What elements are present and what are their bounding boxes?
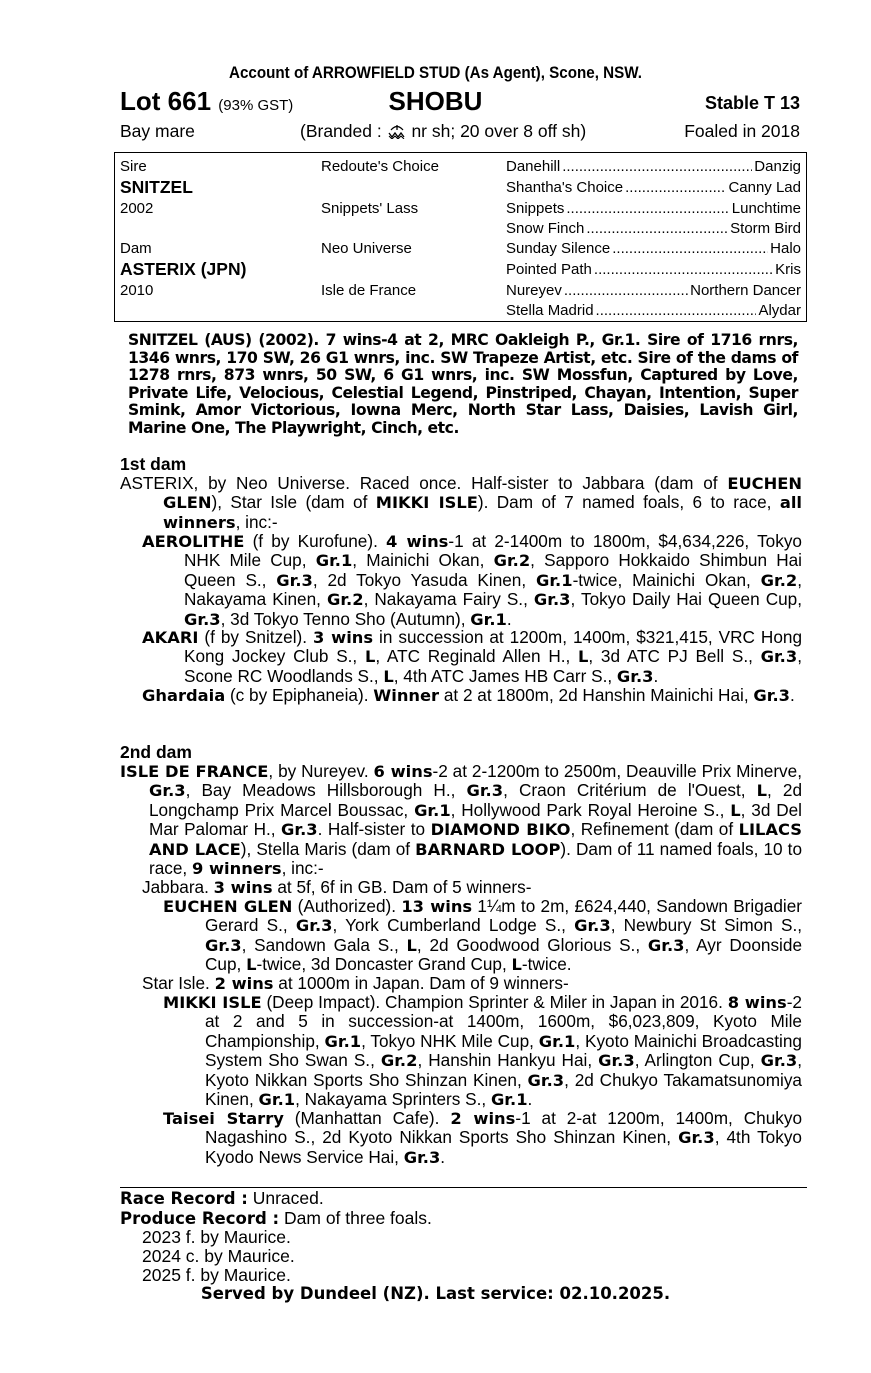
foal-entry: 2023 f. by Maurice. bbox=[142, 1227, 291, 1247]
stable-number: Stable T 13 bbox=[704, 93, 800, 113]
grandsire-4: Isle de France bbox=[321, 282, 417, 299]
ggs-row: Shantha's Choice ..... Canny Lad bbox=[506, 179, 801, 196]
first-dam-heading: 1st dam bbox=[120, 454, 187, 474]
grandsire-3: Neo Universe bbox=[321, 240, 412, 257]
horse-name: SHOBU bbox=[388, 86, 483, 116]
ggs-row: Snippets ..... Lunchtime bbox=[506, 200, 801, 217]
dam-year: 2010 bbox=[120, 282, 154, 299]
produce-taisei-starry: Taisei Starry (Manhattan Cafe). 2 wins-1 at 2-at 1200m, 1400m, Chukyo Nagashino S., 2d Kyoto Nikkan Sports Sho Shinzan Kinen, Gr.3, 4th Tokyo Kyodo News Service Hai, Gr.3. bbox=[163, 1108, 803, 1167]
pedigree-table bbox=[114, 152, 807, 322]
grandsire-1: Redoute's Choice bbox=[321, 158, 439, 175]
dam-name: ASTERIX (JPN) bbox=[120, 259, 247, 279]
produce-mikki-isle: MIKKI ISLE (Deep Impact). Champion Sprinter & Miler in Japan in 2016. 8 wins-2 at 2 and 5 in succession-at 1400m, 1600m, $6,023,809, Kyoto Mile Championship, Gr.1, Tokyo NHK Mile Cup, Gr.1, Kyoto Mainichi Broadcasting System Sho Swan S., Gr.2, Hanshin Hankyu Hai, Gr.3, Arlington Cup, Gr.3, Kyoto Nikkan Sports Sho Shinzan Kinen, Gr.3, 2d Chukyo Takamatsunomiya Kinen, Gr.1, Nakayama Sprinters S., Gr.1. bbox=[163, 992, 802, 1110]
ggs-row: Pointed Path ..... Kris bbox=[506, 261, 801, 278]
foal-entry: 2025 f. by Maurice. bbox=[142, 1265, 291, 1285]
ggs-row: Snow Finch ..... Storm Bird bbox=[506, 220, 801, 237]
ggs-row: Sunday Silence ..... Halo bbox=[506, 240, 801, 257]
lot-number: Lot 661 (93% GST) bbox=[120, 86, 294, 116]
brand-mark-icon bbox=[387, 123, 407, 139]
produce-star-isle: Star Isle. 2 wins at 1000m in Japan. Dam of 9 winners- bbox=[142, 973, 569, 993]
sire-label: Sire bbox=[120, 158, 147, 175]
sire-year: 2002 bbox=[120, 200, 154, 217]
ggs-row: Nureyev ..... Northern Dancer bbox=[506, 282, 801, 299]
race-record: Race Record : Unraced. bbox=[120, 1188, 324, 1208]
first-dam-entry: ASTERIX, by Neo Universe. Raced once. Half-sister to Jabbara (dam of EUCHEN GLEN), Star Isle (dam of MIKKI ISLE). Dam of 7 named foals, 6 to race, all winners, inc:- bbox=[120, 473, 803, 532]
second-dam-heading: 2nd dam bbox=[120, 742, 192, 762]
served-note: Served by Dundeel (NZ). Last service: 02.10.2025. bbox=[200, 1284, 671, 1303]
brand-description: (Branded : nr sh; 20 over 8 off sh) bbox=[300, 121, 587, 141]
produce-record: Produce Record : Dam of three foals. bbox=[120, 1208, 432, 1228]
produce-euchen-glen: EUCHEN GLEN (Authorized). 13 wins 1¼m to 2m, £624,440, Sandown Brigadier Gerard S., Gr.3, York Cumberland Lodge S., Gr.3, Newbury St Simon S., Gr.3, Sandown Gala S., L, 2d Goodwood Glorious S., Gr.3, Ayr Doonside Cup, L-twice, 3d Doncaster Grand Cup, L-twice. bbox=[163, 896, 803, 975]
produce-jabbara: Jabbara. 3 wins at 5f, 6f in GB. Dam of 5 winners- bbox=[142, 877, 532, 897]
gst-note: (93% GST) bbox=[218, 97, 294, 114]
dam-label: Dam bbox=[120, 240, 152, 257]
grandsire-2: Snippets' Lass bbox=[321, 200, 419, 217]
ggs-row: Stella Madrid ..... Alydar bbox=[506, 302, 801, 319]
sire-summary: SNITZEL (AUS) (2002). 7 wins-4 at 2, MRC Oakleigh P., Gr.1. Sire of 1716 rnrs, 1346 wnrs, 170 SW, 26 G1 wnrs, inc. SW Trapeze Artist, etc. Sire of the dams of 1278 rnrs, 873 wnrs, 50 SW, 6 G1 wnrs, inc. SW Mossfun, Captured by Love, Private Life, Velocious, Celestial Legend, Pinstriped, Chayan, Intention, Super Smink, Amor Victorious, Iowna Merc, North Star Lass, Daisies, Lavish Girl, Marine One, The Playwright, Cinch, etc. bbox=[128, 331, 798, 437]
vendor-account: Account of ARROWFIELD STUD (As Agent), Scone, NSW. bbox=[229, 64, 642, 82]
horse-description: Bay mare bbox=[120, 121, 195, 141]
ggs-row: Danehill ..... Danzig bbox=[506, 158, 801, 175]
foaled-year: Foaled in 2018 bbox=[684, 121, 800, 141]
produce-aerolithe: AEROLITHE (f by Kurofune). 4 wins-1 at 2-1400m to 1800m, $4,634,226, Tokyo NHK Mile Cup, Gr.1, Mainichi Okan, Gr.2, Sapporo Hokkaido Shimbun Hai Queen S., Gr.3, 2d Tokyo Yasuda Kinen, Gr.1-twice, Mainichi Okan, Gr.2, Nakayama Kinen, Gr.2, Nakayama Fairy S., Gr.3, Tokyo Daily Hai Queen Cup, Gr.3, 3d Tokyo Tenno Sho (Autumn), Gr.1. bbox=[142, 531, 803, 629]
second-dam-entry: ISLE DE FRANCE, by Nureyev. 6 wins-2 at 2-1200m to 2500m, Deauville Prix Minerve, Gr.3, Bay Meadows Hillsborough H., Gr.3, Craon Critérium de l'Ouest, L, 2d Longchamp Prix Marcel Boussac, Gr.1, Hollywood Park Royal Heroine S., L, 3d Del Mar Palomar H., Gr.3. Half-sister to DIAMOND BIKO, Refinement (dam of LILACS AND LACE), Stella Maris (dam of BARNARD LOOP). Dam of 11 named foals, 10 to race, 9 winners, inc:- bbox=[120, 761, 803, 879]
produce-ghardaia: Ghardaia (c by Epiphaneia). Winner at 2 at 1800m, 2d Hanshin Mainichi Hai, Gr.3. bbox=[142, 685, 795, 705]
foal-entry: 2024 c. by Maurice. bbox=[142, 1246, 295, 1266]
produce-akari: AKARI (f by Snitzel). 3 wins in succession at 1200m, 1400m, $321,415, VRC Hong Kong Jockey Club S., L, ATC Reginald Allen H., L, 3d ATC PJ Bell S., Gr.3, Scone RC Woodlands S., L, 4th ATC James HB Carr S., Gr.3. bbox=[142, 627, 802, 686]
sire-name: SNITZEL bbox=[120, 177, 193, 197]
